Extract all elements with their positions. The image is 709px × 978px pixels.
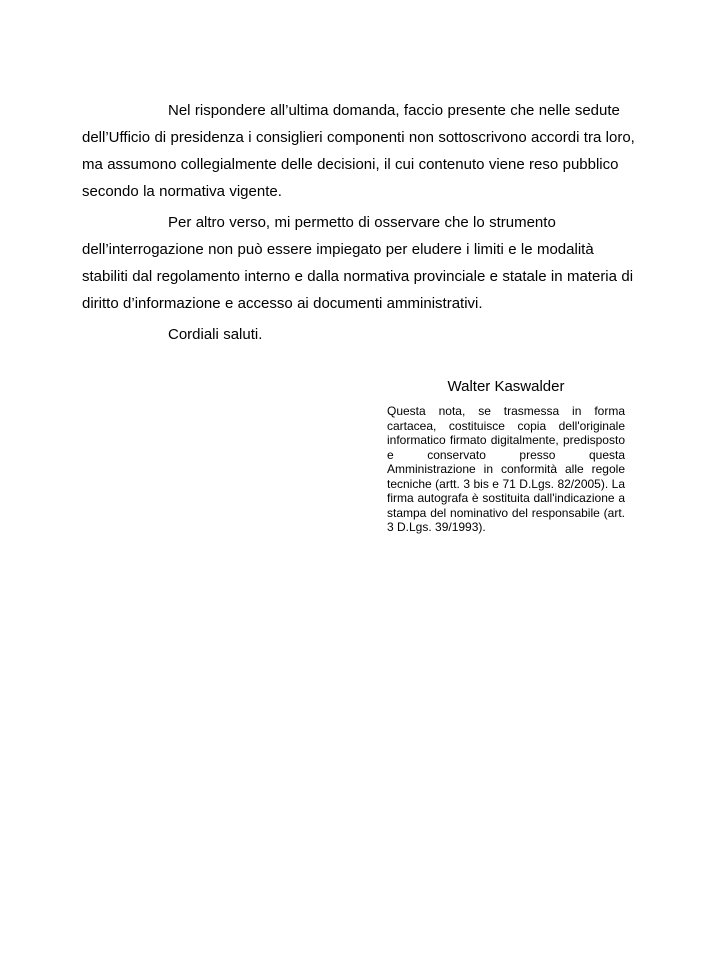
signature-block (387, 378, 625, 535)
paragraph-seat-decisions: Nel rispondere all’ultima domanda, faccio presente che nelle sedute dell’Ufficio di presidenza i consiglieri componenti non sottoscrivono accordi tra loro, ma assumono collegialmente delle decisioni, il cui contenuto viene reso pubblico secondo la normativa vigente. (82, 102, 635, 200)
letter-body (82, 97, 642, 352)
closing-salutation: Cordiali saluti. (168, 326, 263, 343)
paragraph-interrogation-limits: Per altro verso, mi permetto di osservare che lo strumento dell’interrogazione non può essere impiegato per eludere i limiti e le modalità stabiliti dal regolamento interno e dalla normativa provinciale e statale in materia di diritto d’informazione e accesso ai documenti amministrativi. (82, 214, 634, 312)
signer-name: Walter Kaswalder (447, 378, 565, 395)
digital-signature-legal-notice: Questa nota, se trasmessa in forma cartacea, costituisce copia dell'originale informatico firmato digitalmente, predisposto e conservato presso questa Amministrazione in conformità alle regole tecniche (artt. 3 bis e 71 D.Lgs. 82/2005). La firma autografa è sostituita dall'indicazione a stampa del nominativo del responsabile (art. 3 D.Lgs. 39/1993). (387, 404, 625, 534)
